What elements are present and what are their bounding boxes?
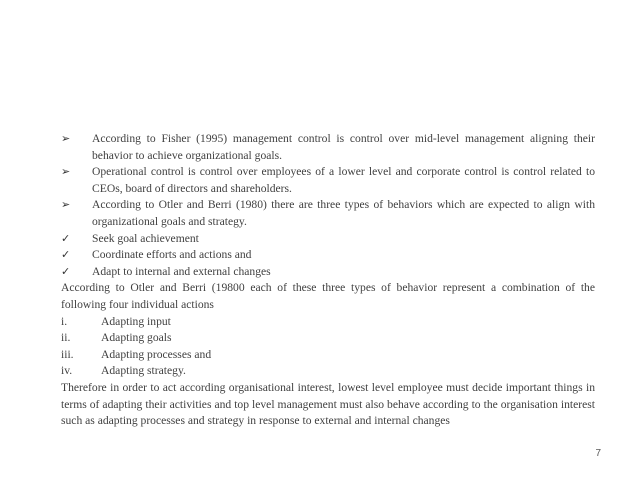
check-bullet-item — [61, 231, 595, 248]
list-text: Adapting input — [101, 314, 171, 328]
list-text: Adapting strategy. — [101, 364, 186, 378]
action-list-item — [61, 330, 595, 347]
bullet-text: Operational control is control over employees of a lower level and corporate control is control related to CEOs, board of directors and shareholders. — [92, 165, 595, 195]
list-number: iv. — [61, 364, 73, 378]
intro-paragraph: According to Otler and Berri (19800 each of these three types of behavior represent a combination of the following four individual actions — [61, 281, 595, 311]
arrow-bullet-icon: ➢ — [61, 198, 71, 212]
slide-content — [61, 131, 595, 430]
action-list-item — [61, 314, 595, 331]
arrow-bullet-item — [61, 131, 595, 164]
bullet-text: Seek goal achievement — [92, 231, 199, 245]
checkmark-icon: ✓ — [61, 248, 71, 262]
list-number: iii. — [61, 347, 74, 361]
list-text: Adapting processes and — [101, 347, 212, 361]
check-bullet-item — [61, 247, 595, 264]
check-bullet-item — [61, 264, 595, 281]
arrow-bullet-icon: ➢ — [61, 132, 71, 145]
bullet-text: Adapt to internal and external changes — [92, 264, 271, 278]
action-list-item — [61, 363, 595, 380]
conclusion-paragraph: Therefore in order to act according organisational interest, lowest level employee must decide important things in terms of adapting their activities and top level management must also behave according to the organisation interest such as adapting processes and strategy in response to external and internal changes — [61, 380, 595, 428]
action-list-item — [61, 347, 595, 364]
list-number: ii. — [61, 331, 71, 345]
arrow-bullet-item — [61, 164, 595, 197]
list-text: Adapting goals — [101, 331, 172, 345]
page-number: 7 — [595, 448, 601, 459]
bullet-text: According to Fisher (1995) management control is control over mid-level management aligning their behavior to achieve organizational goals. — [92, 132, 595, 162]
bullet-text: According to Otler and Berri (1980) there are three types of behaviors which are expected to align with organizational goals and strategy. — [92, 198, 595, 228]
arrow-bullet-icon: ➢ — [61, 165, 71, 179]
checkmark-icon: ✓ — [61, 264, 71, 278]
bullet-text: Coordinate efforts and actions and — [92, 248, 252, 262]
arrow-bullet-item — [61, 197, 595, 230]
list-number: i. — [61, 314, 68, 328]
checkmark-icon: ✓ — [61, 231, 71, 245]
